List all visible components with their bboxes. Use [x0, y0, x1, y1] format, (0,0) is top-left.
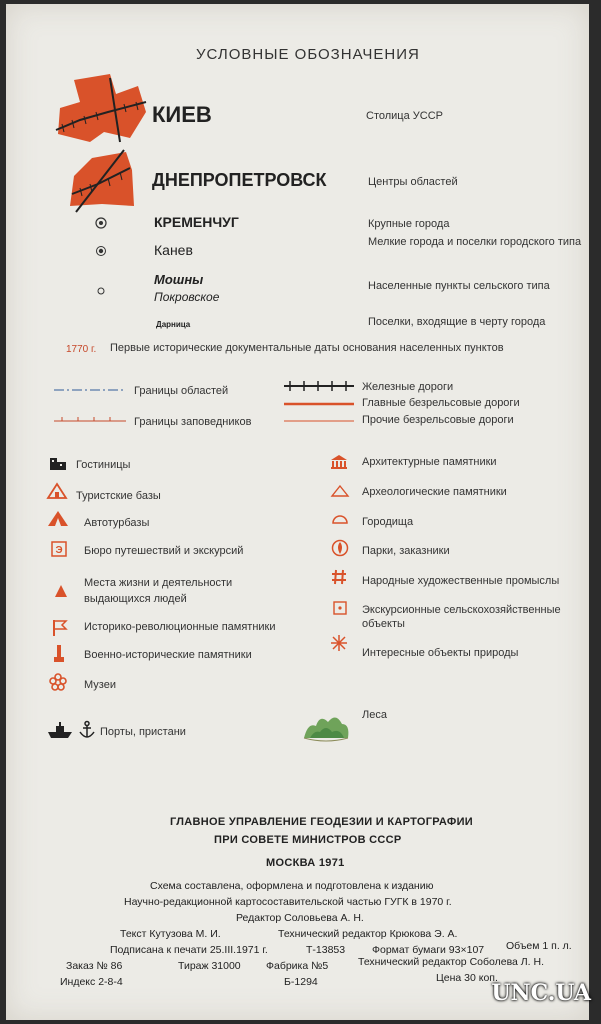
footer-editor: Редактор Соловьева А. Н. — [236, 912, 364, 924]
label-military-monuments: Военно-исторические памятники — [84, 649, 252, 661]
footer-city: МОСКВА 1971 — [266, 857, 345, 869]
svg-text:Э: Э — [55, 545, 63, 556]
desc-capital: Столица УССР — [366, 110, 443, 122]
natural-object-icon — [330, 634, 348, 652]
footer-circulation: Тираж 31000 — [178, 960, 241, 972]
label-famous-places-1: Места жизни и деятельности — [84, 577, 233, 589]
label-oblast-borders: Границы областей — [134, 385, 229, 397]
label-other-roads: Прочие безрельсовые дороги — [362, 414, 514, 426]
desc-oblast-centers: Центры областей — [368, 176, 458, 188]
footer-org-1: ГЛАВНОЕ УПРАВЛЕНИЕ ГЕОДЕЗИИ И КАРТОГРАФИИ — [170, 816, 473, 828]
watermark: UNC.UA — [491, 980, 591, 1006]
flag-icon — [50, 618, 70, 638]
founding-desc: Первые исторические документальные даты основания населенных пунктов — [110, 342, 504, 354]
oblast-center-icon — [62, 148, 142, 214]
archaeology-monument-icon — [330, 484, 350, 498]
oblast-border-line — [52, 386, 128, 394]
footer-text-author: Текст Кутузова М. И. — [120, 928, 221, 940]
footer-factory: Фабрика №5 — [266, 960, 329, 972]
label-architecture-monuments: Архитектурные памятники — [362, 456, 497, 468]
ship-icon — [46, 720, 76, 740]
park-icon — [330, 538, 350, 558]
footer-index: Индекс 2-8-4 — [60, 976, 123, 988]
city-kremenchug: КРЕМЕНЧУГ — [154, 214, 239, 230]
page-title: УСЛОВНЫЕ ОБОЗНАЧЕНИЯ — [196, 46, 420, 63]
reserve-border-line — [52, 414, 128, 424]
footer-line-2: Научно-редакционной картосоставительской частью ГУГК в 1970 г. — [124, 896, 452, 908]
label-railways: Железные дороги — [362, 381, 454, 393]
military-monument-icon — [52, 644, 66, 664]
tourist-base-icon — [46, 482, 68, 500]
hillfort-icon — [330, 512, 350, 526]
legend-sheet — [6, 4, 589, 1020]
agricultural-object-icon — [332, 600, 348, 616]
label-main-roads: Главные безрельсовые дороги — [362, 397, 520, 409]
footer-volume: Объем 1 п. л. — [506, 940, 572, 952]
footer-order: Заказ № 86 — [66, 960, 123, 972]
label-hotels: Гостиницы — [76, 459, 131, 471]
desc-large-cities: Крупные города — [368, 218, 450, 230]
footer-b-number: Б-1294 — [284, 976, 318, 988]
label-tourist-bases: Туристские базы — [76, 490, 161, 502]
label-archaeology-monuments: Археологические памятники — [362, 486, 507, 498]
label-hillforts: Городища — [362, 516, 414, 528]
footer-signed: Подписана к печати 25.III.1971 г. — [110, 944, 268, 956]
suburb-darnitsa: Дарница — [156, 320, 191, 329]
footer-tech-editor-2: Технический редактор Соболева Л. Н. — [358, 956, 545, 968]
rural-settlement-icon — [96, 286, 106, 296]
label-folk-crafts: Народные художественные промыслы — [362, 575, 560, 587]
other-road-line — [282, 418, 356, 424]
label-ports: Порты, пристани — [100, 726, 186, 738]
anchor-icon — [78, 720, 96, 740]
forest-icon — [302, 708, 352, 744]
footer-paper-format: Формат бумаги 93×107 — [372, 944, 485, 956]
motor-tourist-base-icon — [46, 510, 70, 528]
city-kiev: КИЕВ — [152, 102, 212, 127]
label-natural-objects: Интересные объекты природы — [362, 647, 519, 659]
footer-tech-editor-1: Технический редактор Крюкова Э. А. — [278, 928, 458, 940]
travel-bureau-icon — [50, 540, 68, 558]
famous-people-places-icon — [54, 584, 68, 598]
folk-crafts-icon — [330, 568, 348, 586]
hotel-icon — [48, 456, 68, 472]
city-kanev: Канев — [154, 242, 193, 258]
footer-price: Цена 30 коп. — [436, 972, 498, 984]
village-moshny: Мошны — [154, 272, 204, 287]
museum-icon — [48, 672, 68, 692]
label-museums: Музеи — [84, 679, 116, 691]
label-famous-places-2: выдающихся людей — [84, 593, 187, 605]
founding-year: 1770 г. — [66, 344, 97, 355]
label-forests: Леса — [362, 709, 387, 721]
label-motor-bases: Автотурбазы — [84, 517, 150, 529]
footer-line-1: Схема составлена, оформлена и подготовлена к изданию — [150, 880, 434, 892]
desc-rural: Населенные пункты сельского типа — [368, 280, 550, 292]
label-revolution-monuments: Историко-революционные памятники — [84, 621, 276, 633]
village-pokrovskoe: Покровское — [154, 290, 220, 304]
label-parks: Парки, заказники — [362, 545, 450, 557]
architecture-monument-icon — [330, 454, 348, 470]
city-dnepropetrovsk: ДНЕПРОПЕТРОВСК — [152, 170, 327, 190]
footer-org-2: ПРИ СОВЕТЕ МИНИСТРОВ СССР — [214, 834, 402, 846]
capital-city-icon — [50, 72, 150, 144]
desc-suburbs: Поселки, входящие в черту города — [368, 316, 546, 328]
small-city-icon — [94, 244, 108, 258]
label-reserve-borders: Границы заповедников — [134, 416, 252, 428]
footer-t-number: Т-13853 — [306, 944, 346, 956]
main-road-line — [282, 401, 356, 407]
label-travel-bureau: Бюро путешествий и экскурсий — [84, 545, 244, 557]
label-agricultural-2: объекты — [362, 618, 405, 630]
desc-small-cities: Мелкие города и поселки городского типа — [368, 236, 582, 248]
label-agricultural-1: Экскурсионные сельскохозяйственные — [362, 604, 561, 616]
railway-line — [282, 380, 356, 392]
large-city-icon — [94, 216, 108, 230]
